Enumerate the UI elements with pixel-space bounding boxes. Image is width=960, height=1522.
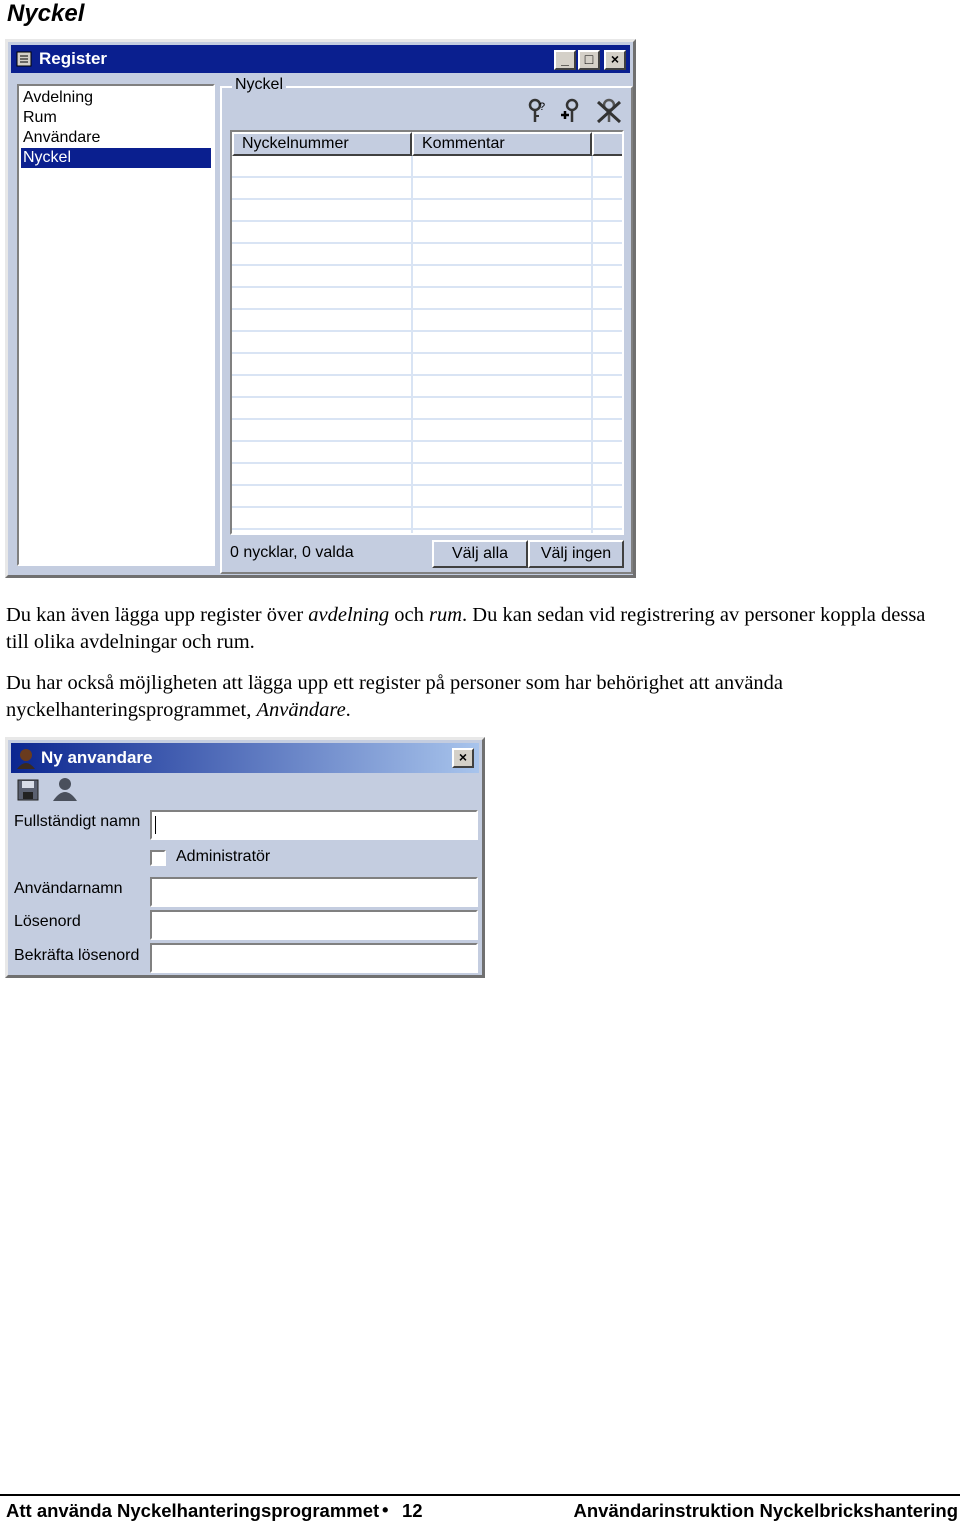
full-name-label: Fullständigt namn xyxy=(14,813,141,830)
p1-italic-rum: rum xyxy=(428,604,463,626)
maximize-button[interactable]: □ xyxy=(578,50,600,70)
footer-bullet: • xyxy=(382,1499,389,1520)
nyckel-groupbox xyxy=(220,76,633,574)
grid-hline xyxy=(232,176,622,178)
col-extra-header[interactable] xyxy=(592,132,624,156)
group-title: Nyckel xyxy=(232,76,286,94)
p2-text-2: . xyxy=(345,699,351,721)
grid-hline xyxy=(232,286,622,288)
grid-hline xyxy=(232,462,622,464)
admin-label: Administratör xyxy=(176,848,271,865)
grid-hline xyxy=(232,308,622,310)
p2-text-1: Du har också möjligheten att lägga upp ett register på personer som har behörighet att använda nyckelhanteringsprogrammet, xyxy=(6,672,784,721)
key-add-icon[interactable] xyxy=(560,98,584,124)
user-dialog-title: Ny anvandare xyxy=(41,748,153,767)
key-table[interactable] xyxy=(230,130,624,535)
page-heading: Nyckel xyxy=(7,0,85,27)
user-dialog-titlebar[interactable] xyxy=(11,743,479,773)
grid-hline xyxy=(232,264,622,266)
category-list[interactable] xyxy=(17,84,215,566)
p1-text-2: och xyxy=(389,604,429,626)
p2-italic-anvandare: Användare xyxy=(256,699,346,721)
col-kommentar-header[interactable]: Kommentar xyxy=(412,132,592,156)
confirm-password-input[interactable] xyxy=(150,943,478,973)
footer-left: Att använda Nyckelhanteringsprogrammet xyxy=(6,1500,380,1521)
footer-page-number: 12 xyxy=(402,1500,423,1521)
grid-hline xyxy=(232,528,622,530)
admin-checkbox[interactable] xyxy=(150,850,166,866)
user-icon xyxy=(15,747,37,769)
category-rum[interactable]: Rum xyxy=(23,109,57,126)
grid-vline xyxy=(411,156,413,533)
user-group-icon[interactable] xyxy=(50,777,78,803)
user-dialog xyxy=(5,737,485,978)
grid-hline xyxy=(232,418,622,420)
status-text: 0 nycklar, 0 valda xyxy=(230,544,354,561)
grid-hline xyxy=(232,396,622,398)
window-icon xyxy=(15,50,33,68)
save-icon[interactable] xyxy=(16,778,40,802)
password-label: Lösenord xyxy=(14,913,81,930)
confirm-password-label: Bekräfta lösenord xyxy=(14,947,140,964)
grid-hline xyxy=(232,352,622,354)
select-all-button[interactable]: Välj alla xyxy=(432,540,528,568)
grid-vline xyxy=(591,156,593,533)
minimize-button[interactable]: _ xyxy=(554,50,576,70)
grid-hline xyxy=(232,198,622,200)
grid-hline xyxy=(232,440,622,442)
page-footer xyxy=(0,1494,960,1521)
full-name-input[interactable] xyxy=(150,810,478,840)
username-label: Användarnamn xyxy=(14,880,123,897)
key-info-icon[interactable] xyxy=(526,98,548,124)
grid-hline xyxy=(232,484,622,486)
svg-text:?: ? xyxy=(539,101,546,113)
key-delete-icon[interactable] xyxy=(595,98,623,124)
grid-hline xyxy=(232,330,622,332)
paragraph-2 xyxy=(6,670,946,724)
select-none-button[interactable]: Välj ingen xyxy=(528,540,624,568)
p1-text-1: Du kan även lägga upp register över xyxy=(6,604,309,626)
register-titlebar[interactable] xyxy=(11,45,630,73)
footer-right: Användarinstruktion Nyckelbrickshantering xyxy=(573,1500,958,1521)
grid-hline xyxy=(232,374,622,376)
p1-italic-avdelning: avdelning xyxy=(308,604,390,626)
paragraph-1 xyxy=(6,602,936,656)
dialog-close-button[interactable]: × xyxy=(452,748,474,768)
close-button[interactable]: × xyxy=(604,50,626,70)
grid-hline xyxy=(232,242,622,244)
register-title: Register xyxy=(39,49,108,68)
password-input[interactable] xyxy=(150,910,478,940)
register-window xyxy=(5,39,636,578)
text-caret xyxy=(155,816,156,834)
category-anvandare[interactable]: Användare xyxy=(23,129,101,146)
col-nyckelnummer-header[interactable]: Nyckelnummer xyxy=(232,132,412,156)
grid-hline xyxy=(232,506,622,508)
grid-hline xyxy=(232,220,622,222)
p1-text-3: . Du kan sedan vid registrering av personer koppla dessa till olika avdelningar och rum. xyxy=(6,604,926,653)
username-input[interactable] xyxy=(150,877,478,907)
table-grid xyxy=(232,156,622,533)
category-avdelning[interactable]: Avdelning xyxy=(23,89,93,106)
category-nyckel[interactable]: Nyckel xyxy=(21,148,211,168)
